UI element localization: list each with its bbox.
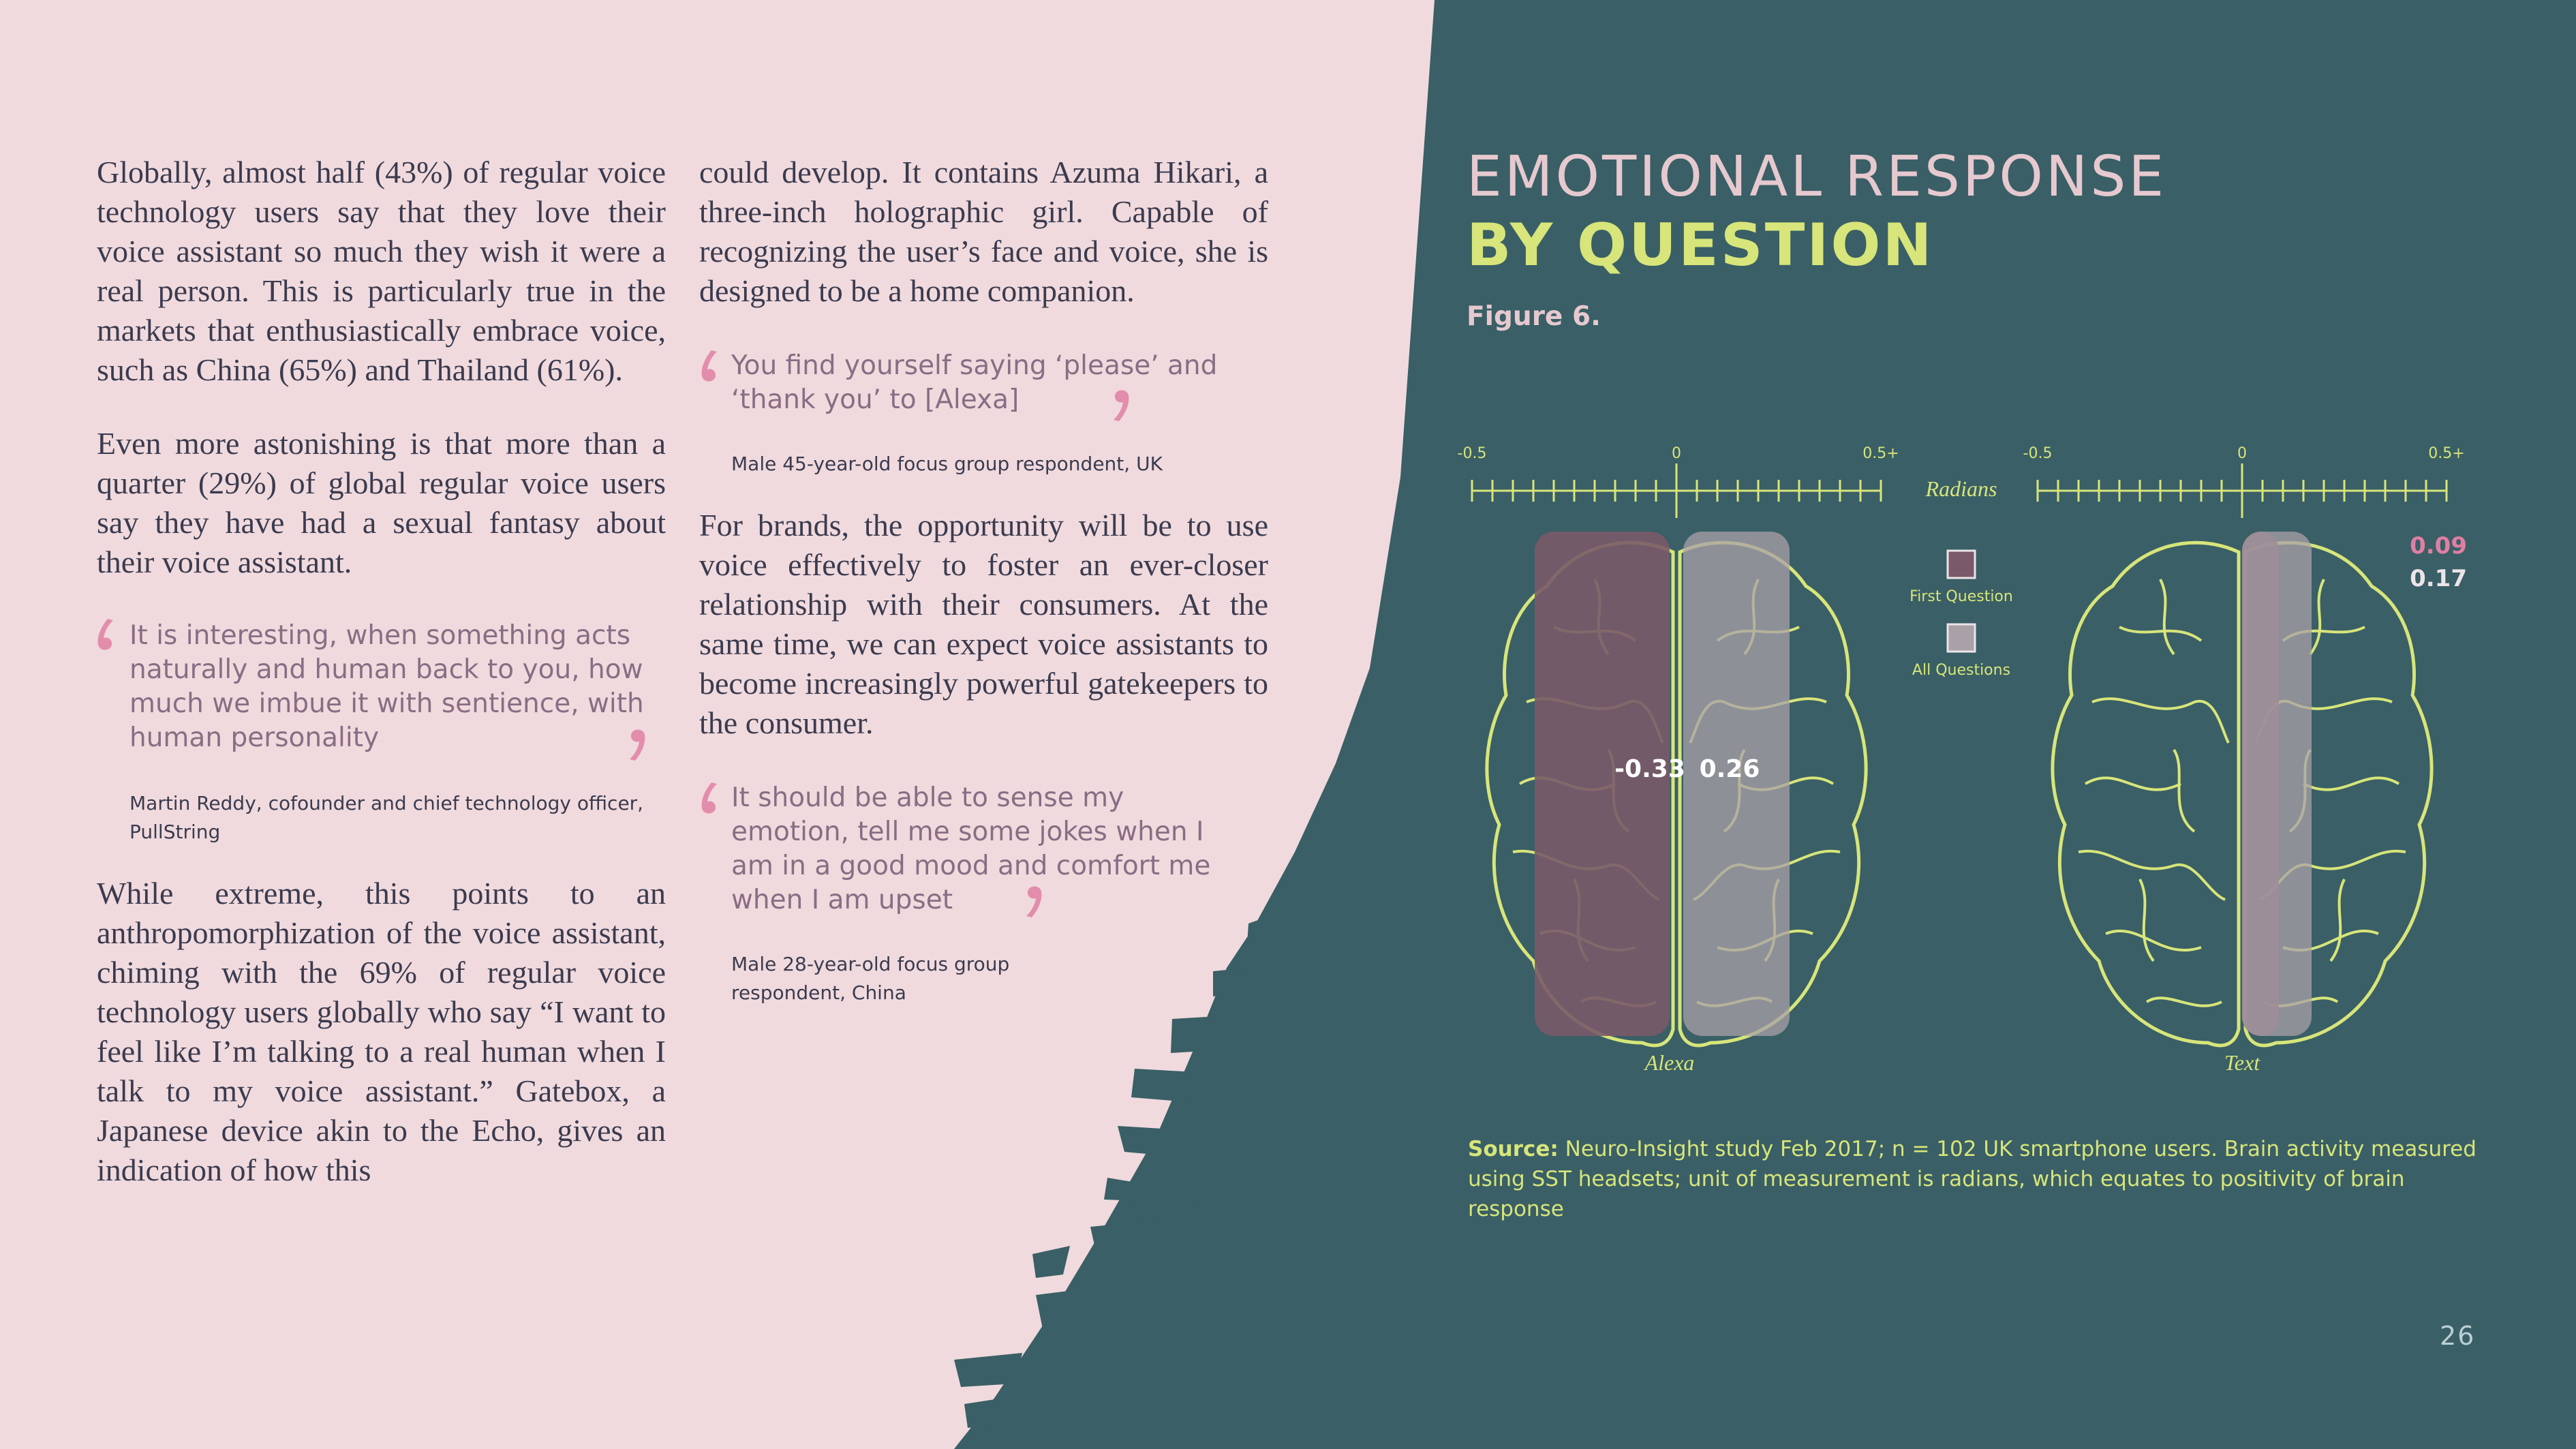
bar-all-questions bbox=[1683, 532, 1790, 1036]
figure-title-line-1: EMOTIONAL RESPONSE bbox=[1467, 144, 2167, 209]
figure-source bbox=[1468, 1134, 2490, 1224]
axis-tick-label: 0 bbox=[1672, 445, 1681, 462]
left-paragraph-2: Even more astonishing is that more than a quarter (29%) of global regular voice users say they have had a sexual fantasy about their voice assistant. bbox=[97, 426, 666, 579]
legend-label: All Questions bbox=[1912, 662, 2011, 679]
middle-paragraph-1: could develop. It contains Azuma Hikari, a three-inch holographic girl. Capable of recognizing the user’s face and voice, she is designed to be a home companion. bbox=[699, 155, 1268, 308]
axis-tick-label: 0.5+ bbox=[1862, 445, 1899, 462]
figure-title-line-2: BY QUESTION bbox=[1467, 211, 1934, 279]
quote-close-mark-icon bbox=[626, 727, 649, 762]
quote-mark-icon bbox=[698, 349, 721, 384]
source-label: Source: bbox=[1468, 1137, 1559, 1161]
quote-mark-icon bbox=[698, 781, 721, 817]
quote-mark-icon bbox=[94, 617, 117, 653]
data-label: 0.17 bbox=[2410, 565, 2467, 592]
legend-swatch-all-questions bbox=[1948, 624, 1975, 652]
source-text: Neuro-Insight study Feb 2017; n = 102 UK smartphone users. Brain activity measured using SST headsets; unit of measurement is radians, which equates to positivity of brain response bbox=[1468, 1137, 2477, 1221]
axis-label: Radians bbox=[1925, 476, 1997, 501]
panel-label: Text bbox=[2224, 1050, 2260, 1075]
left-column-2 bbox=[97, 424, 666, 582]
axis-tick-label: 0.5+ bbox=[2428, 445, 2465, 462]
middle-column-2 bbox=[699, 506, 1268, 743]
middle-quote-1-attribution: Male 45-year-old focus group respondent, UK bbox=[731, 453, 1163, 475]
bar-first-question bbox=[1535, 532, 1670, 1036]
left-quote-attribution: Martin Reddy, cofounder and chief technology officer, PullString bbox=[129, 792, 644, 843]
data-label: -0.33 bbox=[1614, 755, 1685, 783]
legend-swatch-first-question bbox=[1948, 551, 1975, 578]
middle-quote-2: It should be able to sense my emotion, tell me some jokes when I am in a good mood and comfort me when I am upset bbox=[731, 782, 1211, 915]
axis-tick-label: -0.5 bbox=[1457, 445, 1487, 462]
data-label: 0.09 bbox=[2410, 532, 2467, 560]
axis-tick-label: -0.5 bbox=[2023, 445, 2053, 462]
left-column-3 bbox=[97, 874, 666, 1190]
bar-all-questions bbox=[2242, 532, 2312, 1036]
quote-close-mark-icon bbox=[1109, 387, 1133, 423]
legend-label: First Question bbox=[1910, 588, 2013, 605]
middle-quote-2-attribution: Male 28-year-old focus group respondent, China bbox=[731, 953, 1010, 1004]
middle-quote-1: You find yourself saying ‘please’ and ‘thank you’ to [Alexa] bbox=[731, 350, 1218, 415]
quote-close-mark-icon bbox=[1022, 883, 1045, 919]
data-label: 0.26 bbox=[1699, 755, 1760, 783]
middle-column bbox=[699, 153, 1268, 311]
left-quote: It is interesting, when something acts naturally and human back to you, how much we imbue it with sentience, with human personality bbox=[129, 620, 644, 753]
middle-paragraph-2: For brands, the opportunity will be to use voice effectively to foster an ever-closer relationship with their consumers. At the same time, we can expect voice assistants to become increasingly powerful gatekeepers to the consumer. bbox=[699, 508, 1268, 740]
left-column bbox=[97, 153, 666, 390]
page-number: 26 bbox=[2440, 1321, 2476, 1351]
panel-label: Alexa bbox=[1644, 1050, 1695, 1075]
axis-tick-label: 0 bbox=[2237, 445, 2247, 462]
figure-label: Figure 6. bbox=[1467, 301, 1601, 332]
left-paragraph-1: Globally, almost half (43%) of regular voice technology users say that they love their voice assistant so much they wish it were a real person. This is particularly true in the markets that enthusiastically embrace voice, such as China (65%) and Thailand (61%). bbox=[97, 155, 666, 387]
left-paragraph-3: While extreme, this points to an anthropomorphization of the voice assistant, chiming with the 69% of regular voice technology users globally who say “I want to feel like I’m talking to a real human when I talk to my voice assistant.” Gatebox, a Japanese device akin to the Echo, gives an indication of how this bbox=[97, 876, 666, 1187]
emotional-response-chart bbox=[1445, 423, 2508, 1090]
